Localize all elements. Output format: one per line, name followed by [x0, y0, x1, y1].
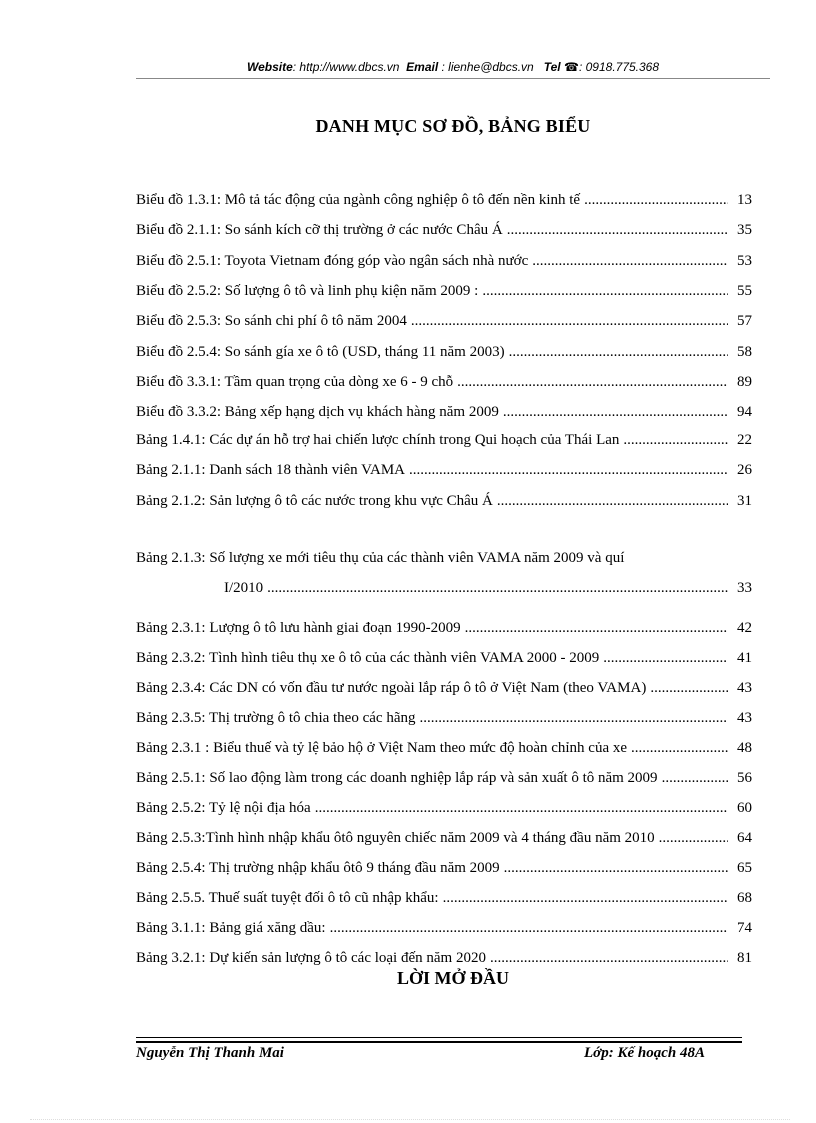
toc-entry-label: Bảng 2.3.5: Thị trường ô tô chia theo các hãng	[136, 710, 416, 726]
toc-entry-label: Biểu đồ 1.3.1: Mô tả tác động của ngành công nghiệp ô tô đến nền kinh tế	[136, 192, 581, 208]
toc-entry	[136, 917, 752, 939]
toc-entry-page: 89	[737, 374, 752, 390]
toc-leader-dots	[584, 189, 728, 211]
toc-entry-label: Biểu đồ 2.5.3: So sánh chi phí ô tô năm 2004	[136, 313, 407, 329]
toc-entry-page: 58	[737, 344, 752, 360]
toc-leader-dots	[497, 490, 728, 512]
toc-entry-page: 48	[737, 740, 752, 756]
toc-entry-label: Bảng 3.1.1: Bảng giá xăng dầu:	[136, 920, 326, 936]
toc-leader-dots	[603, 647, 728, 669]
toc-entry	[136, 341, 752, 363]
toc-leader-dots	[662, 767, 728, 789]
toc-entry-label: Bảng 2.3.4: Các DN có vốn đầu tư nước ngoài lắp ráp ô tô ở Việt Nam (theo VAMA)	[136, 680, 647, 696]
toc-entry-page: 22	[737, 432, 752, 448]
section-title: LỜI MỞ ĐẦU	[397, 968, 509, 988]
toc-entry-page: 64	[737, 830, 752, 846]
toc-entry-page: 68	[737, 890, 752, 906]
toc-entry	[136, 737, 752, 759]
toc-leader-dots	[507, 219, 728, 241]
toc-entry	[136, 647, 752, 669]
toc-entry-label: Biểu đồ 2.5.4: So sánh gía xe ô tô (USD, tháng 11 năm 2003)	[136, 344, 505, 360]
toc-entry-page: 13	[737, 192, 752, 208]
toc-entry-page: 57	[737, 313, 752, 329]
toc-entry	[136, 490, 752, 512]
toc-entry-label: Bảng 2.3.1 : Biểu thuế và tỷ lệ bảo hộ ở Việt Nam theo mức độ hoàn chỉnh của xe	[136, 740, 628, 756]
toc-leader-dots	[623, 429, 728, 451]
toc-entry-label: Bảng 1.4.1: Các dự án hỗ trợ hai chiến lược chính trong Qui hoạch của Thái Lan	[136, 432, 620, 448]
toc-entry-page: 41	[737, 650, 752, 666]
header-divider	[136, 78, 770, 79]
toc-entry-label: Biểu đồ 2.1.1: So sánh kích cỡ thị trường ở các nước Châu Á	[136, 222, 503, 238]
toc-leader-dots	[504, 857, 728, 879]
toc-leader-dots	[532, 250, 728, 272]
toc-leader-dots	[457, 371, 728, 393]
toc-entry-page: 81	[737, 950, 752, 966]
footer-author: Nguyễn Thị Thanh Mai	[136, 1045, 284, 1061]
toc-leader-dots	[503, 401, 728, 423]
toc-leader-dots	[330, 917, 728, 939]
toc-entry-page: 31	[737, 493, 752, 509]
toc-entry-page: 33	[737, 580, 752, 596]
toc-entry-label: Bảng 2.3.2: Tình hình tiêu thụ xe ô tô của các thành viên VAMA 2000 - 2009	[136, 650, 600, 666]
toc-entry-page: 43	[737, 680, 752, 696]
toc-leader-dots	[659, 827, 728, 849]
toc-entry	[224, 577, 752, 599]
toc-entry-label: Bảng 2.5.5. Thuế suất tuyệt đối ô tô cũ nhập khẩu:	[136, 890, 439, 906]
toc-leader-dots	[443, 887, 728, 909]
page-title: DANH MỤC SƠ ĐỒ, BẢNG BIỂU	[315, 116, 591, 136]
toc-entry-label: Bảng 2.5.3:Tình hình nhập khẩu ôtô nguyên chiếc năm 2009 và 4 tháng đầu năm 2010	[136, 830, 655, 846]
toc-leader-dots	[482, 280, 728, 302]
email-value: : lienhe@dbcs.vn	[441, 60, 534, 74]
toc-entry	[136, 887, 752, 909]
toc-leader-dots	[267, 577, 728, 599]
toc-entry	[136, 219, 752, 241]
toc-entry-page: 74	[737, 920, 752, 936]
toc-leader-dots	[315, 797, 728, 819]
toc-entry-label: Bảng 2.5.4: Thị trường nhập khẩu ôtô 9 tháng đầu năm 2009	[136, 860, 500, 876]
toc-entry-page: 60	[737, 800, 752, 816]
toc-leader-dots	[509, 341, 728, 363]
toc-leader-dots	[409, 459, 728, 481]
toc-entry	[136, 857, 752, 879]
website-value: : http://www.dbcs.vn	[292, 60, 400, 74]
page-edge	[30, 1119, 790, 1120]
toc-entry-label: Bảng 2.1.1: Danh sách 18 thành viên VAMA	[136, 462, 406, 478]
page-header	[136, 60, 770, 74]
toc-leader-dots	[631, 737, 728, 759]
toc-entry	[136, 767, 752, 789]
toc-entry-label: Biểu đồ 2.5.2: Số lượng ô tô và linh phụ kiện năm 2009 :	[136, 283, 479, 299]
toc-leader-dots	[411, 310, 728, 332]
toc-leader-dots	[465, 617, 728, 639]
toc-entry	[136, 371, 752, 393]
toc-entry	[136, 250, 752, 272]
toc-entry-label: Bảng 3.2.1: Dự kiến sản lượng ô tô các loại đến năm 2020	[136, 950, 486, 966]
toc-entry	[136, 401, 752, 423]
toc-entry	[136, 429, 752, 451]
toc-entry-page: 94	[737, 404, 752, 420]
toc-entry	[136, 797, 752, 819]
phone-icon: ☎	[564, 60, 579, 74]
toc-entry-page: 55	[737, 283, 752, 299]
toc-entry-page: 42	[737, 620, 752, 636]
toc-leader-dots	[490, 947, 728, 969]
toc-entry-label: Biểu đồ 3.3.1: Tầm quan trọng của dòng xe 6 - 9 chỗ	[136, 374, 454, 390]
toc-entry	[136, 707, 752, 729]
toc-entry	[136, 827, 752, 849]
toc-entry	[136, 947, 752, 969]
toc-entry-label: Bảng 2.5.2: Tỷ lệ nội địa hóa	[136, 800, 311, 816]
toc-entry-label: I/2010	[224, 580, 264, 596]
toc-entry	[136, 617, 752, 639]
footer-divider-thick	[136, 1041, 742, 1043]
toc-entry-label: Bảng 2.1.3: Số lượng xe mới tiêu thụ của các thành viên VAMA năm 2009 và quí	[136, 550, 625, 566]
tel-value: : 0918.775.368	[578, 60, 660, 74]
toc-entry-label: Bảng 2.1.2: Sản lượng ô tô các nước trong khu vực Châu Á	[136, 493, 493, 509]
toc-entry-label: Biểu đồ 3.3.2: Bảng xếp hạng dịch vụ khách hàng năm 2009	[136, 404, 499, 420]
toc-leader-dots	[650, 677, 728, 699]
toc-entry-label: Bảng 2.3.1: Lượng ô tô lưu hành giai đoạn 1990-2009	[136, 620, 461, 636]
toc-entry	[136, 189, 752, 211]
footer-divider	[136, 1037, 742, 1038]
toc-entry	[136, 677, 752, 699]
toc-entry-page: 43	[737, 710, 752, 726]
toc-entry-page: 35	[737, 222, 752, 238]
toc-entry	[136, 310, 752, 332]
tel-label: Tel	[543, 60, 561, 74]
toc-entry-page: 26	[737, 462, 752, 478]
toc-entry-label: Bảng 2.5.1: Số lao động làm trong các doanh nghiệp lắp ráp và sản xuất ô tô năm 2009	[136, 770, 658, 786]
toc-entry-page: 56	[737, 770, 752, 786]
toc-entry-page: 65	[737, 860, 752, 876]
toc-leader-dots	[419, 707, 728, 729]
footer-class: Lớp: Kế hoạch 48A	[584, 1045, 705, 1061]
email-label: Email	[406, 60, 439, 74]
toc-entry	[136, 459, 752, 481]
website-label: Website	[246, 60, 293, 74]
toc-entry-page: 53	[737, 253, 752, 269]
toc-entry	[136, 280, 752, 302]
toc-entry-label: Biểu đồ 2.5.1: Toyota Vietnam đóng góp vào ngân sách nhà nước	[136, 253, 529, 269]
